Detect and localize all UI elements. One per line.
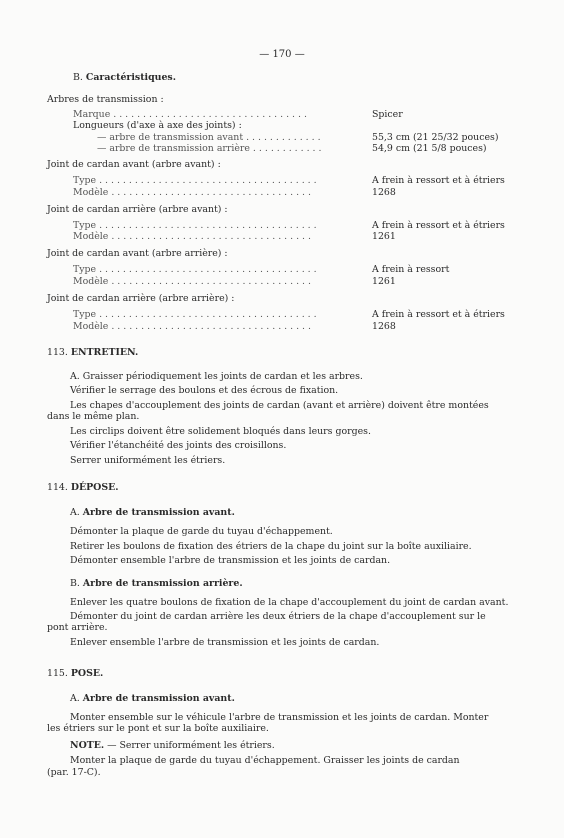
joint-modele-value: 1268 [372, 321, 396, 332]
arbres-label: Arbres de transmission : [47, 94, 164, 105]
subsection-title: Arbre de transmission arrière. [82, 578, 243, 589]
paragraph: Retirer les boulons de fixation des étriers de la chape du joint sur la boîte auxiliaire. [70, 541, 472, 552]
paragraph: dans le même plan. [47, 411, 140, 422]
subsection-label: A. [70, 693, 80, 704]
section-number: 115. [47, 668, 68, 679]
joint-title: Joint de cardan arrière (arbre avant) : [47, 204, 228, 215]
section-114-heading [47, 483, 119, 492]
spec-heading [73, 73, 176, 82]
paragraph: Vérifier le serrage des boulons et des écrous de fixation. [70, 385, 339, 396]
joint-modele-label: Modèle . . . . . . . . . . . . . . . . . . . . . . . . . . . . . . . . . . [73, 231, 311, 242]
joint-title: Joint de cardan arrière (arbre arrière) : [47, 293, 235, 304]
paragraph: Enlever les quatre boulons de fixation de la chape d'accouplement du joint de cardan avant. [70, 597, 509, 608]
joint-modele-label: Modèle . . . . . . . . . . . . . . . . . . . . . . . . . . . . . . . . . . [73, 321, 311, 332]
arriere-length-value: 54,9 cm (21 5/8 pouces) [372, 143, 487, 154]
paragraph: Monter la plaque de garde du tuyau d'échappement. Graisser les joints de cardan [70, 755, 460, 766]
subsection-title: Arbre de transmission avant. [82, 507, 235, 518]
section-number: 113. [47, 347, 68, 358]
paragraph: Démonter ensemble l'arbre de transmission et les joints de cardan. [70, 555, 391, 566]
joint-type-value: A frein à ressort et à étriers [372, 220, 505, 231]
subsection-title: Arbre de transmission avant. [82, 693, 235, 704]
paragraph: Les chapes d'accouplement des joints de cardan (avant et arrière) doivent être montées [70, 400, 489, 411]
section-113-heading [47, 348, 138, 357]
section-number: 114. [47, 482, 68, 493]
paragraph: Démonter du joint de cardan arrière les deux étriers de la chape d'accouplement sur le [70, 611, 486, 622]
paragraph: Monter ensemble sur le véhicule l'arbre de transmission et les joints de cardan. Monter [70, 712, 489, 723]
subsection-heading [70, 579, 243, 588]
subsection-label: B. [70, 578, 80, 589]
section-title: DÉPOSE. [70, 482, 119, 493]
paragraph: Démonter la plaque de garde du tuyau d'échappement. [70, 526, 333, 537]
joint-type-label: Type . . . . . . . . . . . . . . . . . . . . . . . . . . . . . . . . . . . . . [73, 309, 317, 320]
paragraph: Vérifier l'étanchéité des joints des croisillons. [70, 440, 287, 451]
section-title: POSE. [70, 668, 104, 679]
joint-type-value: A frein à ressort [372, 264, 450, 275]
spec-heading-text: B. Caractéristiques. [73, 72, 176, 83]
subsection-label: A. [70, 507, 80, 518]
avant-length-value: 55,3 cm (21 25/32 pouces) [372, 132, 499, 143]
paragraph: Enlever ensemble l'arbre de transmission et les joints de cardan. [70, 637, 380, 648]
joint-title: Joint de cardan avant (arbre arrière) : [47, 248, 228, 259]
paragraph: (par. 17-C). [47, 767, 101, 778]
joint-type-label: Type . . . . . . . . . . . . . . . . . . . . . . . . . . . . . . . . . . . . . [73, 220, 317, 231]
arriere-length-label: — arbre de transmission arrière . . . . . . . . . . . . [97, 143, 322, 154]
section-115-heading [47, 669, 103, 678]
longueurs-label: Longueurs (d'axe à axe des joints) : [73, 120, 242, 131]
avant-length-label: — arbre de transmission avant . . . . . . . . . . . . . [97, 132, 321, 143]
note-label: NOTE. [70, 740, 105, 751]
note [70, 741, 275, 750]
page-number: — 170 — [259, 49, 305, 60]
joint-type-value: A frein à ressort et à étriers [372, 309, 505, 320]
joint-title: Joint de cardan avant (arbre avant) : [47, 159, 221, 170]
subsection-heading [70, 508, 235, 517]
note-text: — Serrer uniformément les étriers. [107, 740, 275, 751]
joint-type-label: Type . . . . . . . . . . . . . . . . . . . . . . . . . . . . . . . . . . . . . [73, 175, 317, 186]
marque-value: Spicer [372, 109, 403, 120]
marque-label: Marque . . . . . . . . . . . . . . . . . . . . . . . . . . . . . . . . . [73, 109, 307, 120]
joint-modele-label: Modèle . . . . . . . . . . . . . . . . . . . . . . . . . . . . . . . . . . [73, 276, 311, 287]
joint-type-value: A frein à ressort et à étriers [372, 175, 505, 186]
paragraph: Serrer uniformément les étriers. [70, 455, 226, 466]
joint-modele-value: 1261 [372, 231, 396, 242]
joint-modele-value: 1261 [372, 276, 396, 287]
paragraph: Les circlips doivent être solidement bloqués dans leurs gorges. [70, 426, 371, 437]
section-title: ENTRETIEN. [70, 347, 139, 358]
paragraph: les étriers sur le pont et sur la boîte auxiliaire. [47, 723, 269, 734]
joint-modele-value: 1268 [372, 187, 396, 198]
paragraph: A. Graisser périodiquement les joints de cardan et les arbres. [70, 371, 363, 382]
joint-type-label: Type . . . . . . . . . . . . . . . . . . . . . . . . . . . . . . . . . . . . . [73, 264, 317, 275]
subsection-heading [70, 694, 235, 703]
joint-modele-label: Modèle . . . . . . . . . . . . . . . . . . . . . . . . . . . . . . . . . . [73, 187, 311, 198]
paragraph: pont arrière. [47, 622, 108, 633]
